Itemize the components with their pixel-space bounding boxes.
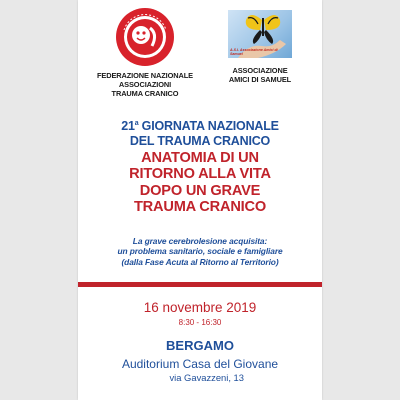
event-subtitle xyxy=(78,236,322,267)
event-city: BERGAMO xyxy=(166,338,234,353)
photo-caption: A.S.I. Associazione Amici di Samuel xyxy=(230,48,278,56)
event-title-line: RITORNO ALLA VITA xyxy=(129,166,271,183)
event-address: via Gavazzeni, 13 xyxy=(169,372,244,383)
divider xyxy=(78,282,322,287)
event-title-line: TRAUMA CRANICO xyxy=(133,199,267,216)
giornata-heading xyxy=(78,116,322,149)
edition-number: 21 xyxy=(121,119,135,133)
event-title xyxy=(78,150,322,216)
event-venue: Auditorium Casa del Giovane xyxy=(121,357,279,371)
event-title-line: DOPO UN GRAVE xyxy=(139,182,261,199)
fnatc-logo xyxy=(90,6,200,98)
photo-logo-icon xyxy=(228,10,292,58)
event-title-line: ANATOMIA DI UN xyxy=(141,150,259,166)
fnatc-name: FEDERAZIONE NAZIONALE ASSOCIAZIONI TRAUMA CRANICO xyxy=(96,71,194,98)
seal-logo-icon xyxy=(114,6,176,68)
subtitle-line: un problema sanitario, sociale e famigliare xyxy=(117,246,283,257)
giornata-line1: GIORNATA NAZIONALE xyxy=(138,119,279,133)
subtitle-line: (dalla Fase Acuta al Ritorno al Territorio) xyxy=(121,256,279,267)
edition-ordinal: a xyxy=(134,120,139,127)
subtitle-line: La grave cerebrolesione acquisita: xyxy=(132,236,268,246)
logo-header xyxy=(78,6,322,106)
giornata-line2: DEL TRAUMA CRANICO xyxy=(129,134,271,148)
amici-samuel-logo xyxy=(206,6,314,84)
event-time: 8:30 - 16:30 xyxy=(178,318,222,327)
event-date: 16 novembre 2019 xyxy=(143,300,257,315)
amici-samuel-name: ASSOCIAZIONE AMICI DI SAMUEL xyxy=(228,66,292,84)
event-flyer xyxy=(78,0,322,400)
